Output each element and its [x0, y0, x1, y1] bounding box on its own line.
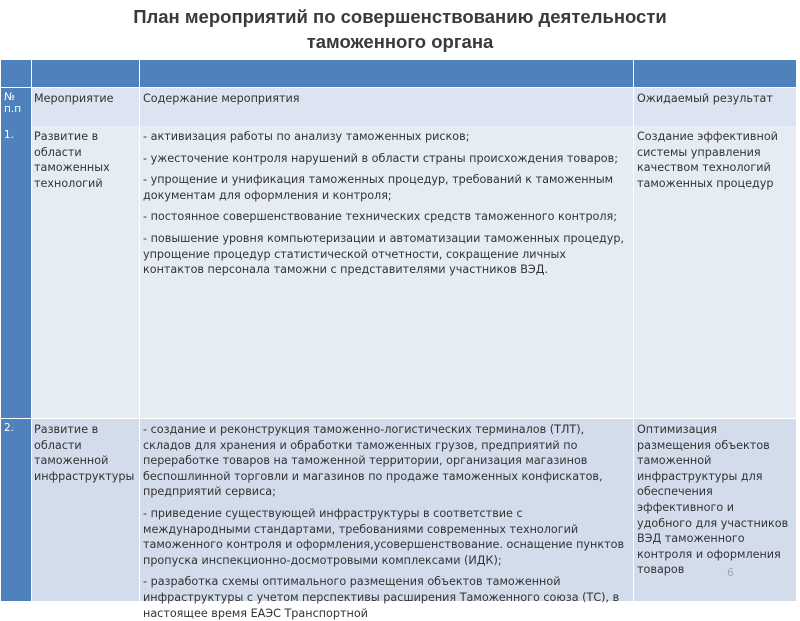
- header-result: Ожидаемый результат: [637, 92, 773, 105]
- row-result: Оптимизация размещения объектов таможенной инфраструктуры для обеспечения эффективного и удобного для участников ВЭД таможенного контроля и оформления товаров: [637, 423, 789, 577]
- title-line-1: План мероприятий по совершенствованию деятельности: [133, 6, 667, 27]
- row-content: [143, 126, 627, 278]
- content-item: - упрощение и унификация таможенных процедур, требований к таможенным документам для оформления и контроля;: [143, 173, 614, 202]
- row-content: [143, 419, 627, 621]
- row-event: Развитие в области таможенных технологий: [34, 130, 110, 190]
- row-result: Создание эффективной системы управления качеством технологий таможенных процедур: [637, 130, 778, 190]
- title-line-2: таможенного органа: [306, 31, 494, 52]
- table-row: [1, 418, 796, 620]
- content-item: - активизация работы по анализу таможенных рисков;: [143, 130, 470, 143]
- content-item: - разработка схемы оптимального размещения объектов таможенной инфраструктуры с учетом перспективы расширения Таможенного союза (ТС), в настоящее время ЕАЭС Транспортной: [143, 575, 620, 620]
- content-item: - приведение существующей инфраструктуры в соответствие с международными стандартами, требованиями современных технологий таможенного контроля и оформления,усовершенствование. оснащение пунктов пропуска инспекционно-досмотровыми комплексами (ИДК);: [143, 506, 625, 567]
- header-content: Содержание мероприятия: [143, 92, 300, 105]
- row-event: Развитие в области таможенной инфраструктуры: [34, 423, 135, 483]
- page-number: 6: [727, 566, 734, 579]
- page-title: [0, 4, 800, 54]
- row-num: 2.: [1, 419, 31, 601]
- header-num: № п.п: [1, 88, 31, 126]
- table-row: [1, 126, 796, 418]
- content-item: - создание и реконструкция таможенно-логистических терминалов (ТЛТ), складов для хранения и обработки таможенных грузов, предприятий по переработке товаров на таможенной территории, организация магазинов беспошлинной торговли и магазинов по продаже таможенных конфискатов, предприятий сервиса;: [143, 423, 603, 499]
- events-table: [1, 60, 796, 620]
- header-event: Мероприятие: [34, 92, 114, 105]
- content-item: - повышение уровня компьютеризации и автоматизации таможенных процедур, упрощение процедур статистической отчетности, сокращение личных контактов персонала таможни с представителями участников ВЭД.: [143, 231, 625, 277]
- row-num: 1.: [1, 126, 31, 418]
- content-item: - ужесточение контроля нарушений в области страны происхождения товаров;: [143, 151, 619, 165]
- content-item: - постоянное совершенствование технических средств таможенного контроля;: [143, 210, 618, 224]
- table-top-band: [1, 60, 796, 87]
- table-header-row: [1, 87, 796, 126]
